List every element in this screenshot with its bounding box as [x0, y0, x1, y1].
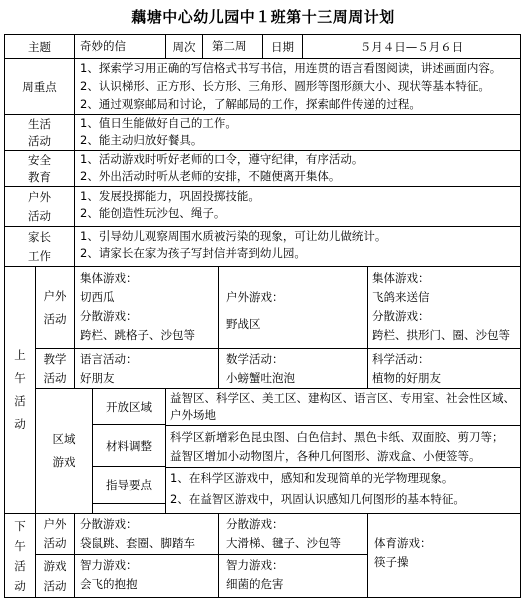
row-divider — [4, 266, 521, 267]
activity-line: 小螃蟹吐泡泡 — [226, 371, 295, 385]
activity-line: 科学活动： — [372, 352, 430, 366]
row-divider — [92, 503, 165, 504]
morning-teaching-label — [36, 349, 74, 388]
activity-line: 袋鼠跳、套圈、脚踏车 — [80, 536, 195, 550]
activity-line: 智力游戏： — [226, 558, 284, 572]
col-divider — [74, 34, 75, 266]
life-label — [5, 115, 74, 150]
morning-teaching-label-line: 教学 — [43, 351, 67, 366]
activity-line: 体育游戏： — [374, 536, 432, 550]
morning-outdoor-col1 — [80, 269, 218, 348]
activity-line: 分散游戏： — [80, 517, 138, 531]
date-label: 日期 — [271, 39, 294, 54]
activity-line: 跨栏、跳格子、沙包等 — [80, 328, 195, 342]
afternoon-game-label-line: 游戏 — [43, 559, 67, 573]
outdoor-item: 1、发展投掷能力，巩固投掷技能。 — [80, 189, 260, 203]
col-divider — [202, 34, 203, 58]
afternoon-game-label — [36, 555, 74, 597]
table-border-right — [520, 34, 521, 598]
outdoor-list — [80, 188, 520, 226]
activity-line: 细菌的危害 — [226, 577, 284, 591]
morning-label-char: 午 — [14, 371, 26, 385]
focus-label: 周重点 — [22, 79, 57, 94]
col-divider — [165, 388, 166, 513]
activity-line: 集体游戏： — [80, 271, 138, 285]
col-divider — [74, 513, 75, 598]
afternoon-outdoor-col1 — [80, 515, 218, 554]
outdoor-label-line: 户外 — [28, 189, 51, 204]
col-divider — [218, 266, 219, 389]
afternoon-outdoor-label — [36, 514, 74, 554]
theme-value: 奇妙的信 — [80, 39, 126, 53]
open-area-label: 开放区域 — [106, 399, 152, 414]
activity-line: 筷子操 — [374, 555, 409, 569]
outdoor-item: 2、能创造性玩沙包、绳子。 — [80, 206, 226, 220]
activity-line: 野战区 — [226, 317, 261, 331]
morning-teaching-col1 — [80, 350, 218, 388]
activity-line: 切西瓜 — [80, 290, 115, 304]
morning-area-label — [36, 389, 92, 513]
safety-label-line: 安全 — [28, 152, 51, 167]
col-divider — [218, 513, 219, 598]
activity-line: 分散游戏： — [80, 309, 138, 323]
activity-line: 语言活动： — [80, 352, 138, 366]
weekly-plan-table — [4, 34, 521, 598]
activity-line: 分散游戏： — [372, 309, 430, 323]
row-divider — [4, 186, 521, 187]
family-label-line: 工作 — [28, 248, 51, 263]
material-label: 材料调整 — [106, 438, 152, 453]
safety-list — [80, 151, 520, 186]
focus-list — [80, 59, 520, 114]
area-line: 2、在益智区游戏中，巩固认识感知几何图形的基本特征。 — [170, 492, 465, 506]
col-divider — [367, 266, 368, 389]
week-label: 周次 — [172, 39, 196, 54]
open-area-value — [170, 390, 520, 425]
activity-line: 大滑梯、毽子、沙包等 — [226, 536, 341, 550]
col-divider — [74, 266, 75, 389]
focus-item: 2、认识梯形、正方形、长方形、三角形、圆形等图形颜大小、现状等基本特征。 — [80, 79, 490, 93]
activity-line: 植物的好朋友 — [372, 371, 441, 385]
safety-label-line: 教育 — [28, 169, 51, 184]
area-line: 益智区增加小动物图片，各种几何图形、游戏盒、小便签等。 — [170, 449, 481, 463]
col-divider — [367, 513, 368, 598]
focus-item: 1、探索学习用正确的写信格式书写书信，用连贯的语言看图阅读，讲述画面内容。 — [80, 61, 502, 75]
family-item: 1、引导幼儿观察周围水质被污染的现象，可让幼儿做统计。 — [80, 229, 387, 243]
family-label — [5, 227, 74, 266]
afternoon-label-char: 活 — [14, 558, 26, 573]
area-line: 1、在科学区游戏中，感知和发现简单的光学物理现象。 — [170, 471, 454, 485]
morning-outdoor-col3 — [372, 269, 520, 348]
activity-line: 数学活动： — [226, 352, 284, 366]
afternoon-section-label — [5, 514, 35, 597]
morning-teaching-col2 — [226, 350, 367, 388]
life-label-line: 活动 — [28, 133, 51, 148]
table-border-bottom — [4, 597, 521, 598]
guide-value — [170, 468, 520, 513]
family-item: 2、请家长在家为孩子写封信并寄到幼儿园。 — [80, 246, 306, 260]
date-value: ５月４日—５月６日 — [359, 39, 464, 54]
activity-line: 跨栏、拱形门、圈、沙包等 — [372, 328, 510, 342]
page-title: 藕塘中心幼儿园中１班第十三周周计划 — [131, 8, 395, 26]
afternoon-game-col1 — [80, 556, 218, 597]
activity-line: 智力游戏： — [80, 558, 138, 572]
activity-line: 户外游戏： — [226, 290, 284, 304]
safety-item: 2、外出活动时听从老师的安排，不随便离开集体。 — [80, 169, 341, 183]
outdoor-label-line: 活动 — [28, 208, 51, 223]
activity-line: 飞鸽来送信 — [372, 290, 430, 304]
focus-item: 2、通过观察邮局和讨论，了解邮局的工作，探索邮件传递的过程。 — [80, 97, 421, 111]
morning-outdoor-label-line: 活动 — [43, 311, 67, 326]
row-divider — [35, 348, 521, 349]
activity-line: 会飞的抱抱 — [80, 577, 138, 591]
area-line: 户外场地 — [170, 408, 216, 422]
life-label-line: 生活 — [28, 116, 51, 131]
area-line: 益智区、科学区、美工区、建构区、语言区、专用室、社会性区域、 — [170, 391, 515, 405]
afternoon-label-char: 下 — [14, 518, 26, 533]
morning-teaching-col3 — [372, 350, 520, 388]
week-value: 第二周 — [212, 39, 247, 53]
family-list — [80, 228, 520, 266]
safety-item: 1、活动游戏时听好老师的口令，遵守纪律，有序活动。 — [80, 152, 364, 166]
guide-label: 指导要点 — [106, 478, 152, 492]
morning-area-label-line: 区域 — [52, 432, 76, 446]
morning-outdoor-label-line: 户外 — [43, 288, 67, 303]
morning-label-char: 上 — [14, 348, 26, 362]
activity-line: 集体游戏： — [372, 271, 430, 285]
material-value — [170, 428, 520, 467]
afternoon-outdoor-col2 — [226, 515, 367, 554]
family-label-line: 家长 — [28, 229, 51, 244]
life-item: 2、能主动归放好餐具。 — [80, 133, 203, 147]
morning-label-char: 活 — [14, 394, 26, 408]
morning-section-label — [5, 267, 35, 513]
afternoon-outdoor-label-line: 户外 — [43, 517, 67, 531]
morning-outdoor-col2 — [226, 288, 367, 348]
activity-line: 好朋友 — [80, 371, 115, 385]
row-divider — [4, 226, 521, 227]
afternoon-game-col2 — [226, 556, 367, 597]
row-divider — [35, 554, 367, 555]
outdoor-label — [5, 187, 74, 226]
afternoon-outdoor-label-line: 活动 — [43, 536, 67, 550]
row-divider — [165, 425, 521, 426]
morning-area-label-line: 游戏 — [52, 455, 76, 469]
afternoon-game-label-line: 活动 — [43, 579, 67, 593]
life-list — [80, 115, 520, 150]
row-divider — [4, 513, 521, 514]
morning-outdoor-label — [36, 267, 74, 348]
afternoon-label-char: 动 — [14, 578, 26, 593]
morning-teaching-label-line: 活动 — [43, 370, 67, 385]
activity-line: 分散游戏： — [226, 517, 284, 531]
theme-label: 主题 — [28, 39, 51, 54]
safety-label — [5, 151, 74, 186]
area-line: 科学区新增彩色昆虫图、白色信封、黑色卡纸、双面胶、剪刀等； — [170, 430, 504, 444]
morning-label-char: 动 — [14, 417, 26, 431]
afternoon-outdoor-col3 — [374, 534, 520, 594]
afternoon-label-char: 午 — [14, 538, 26, 553]
life-item: 1、值日生能做好自己的工作。 — [80, 116, 237, 130]
